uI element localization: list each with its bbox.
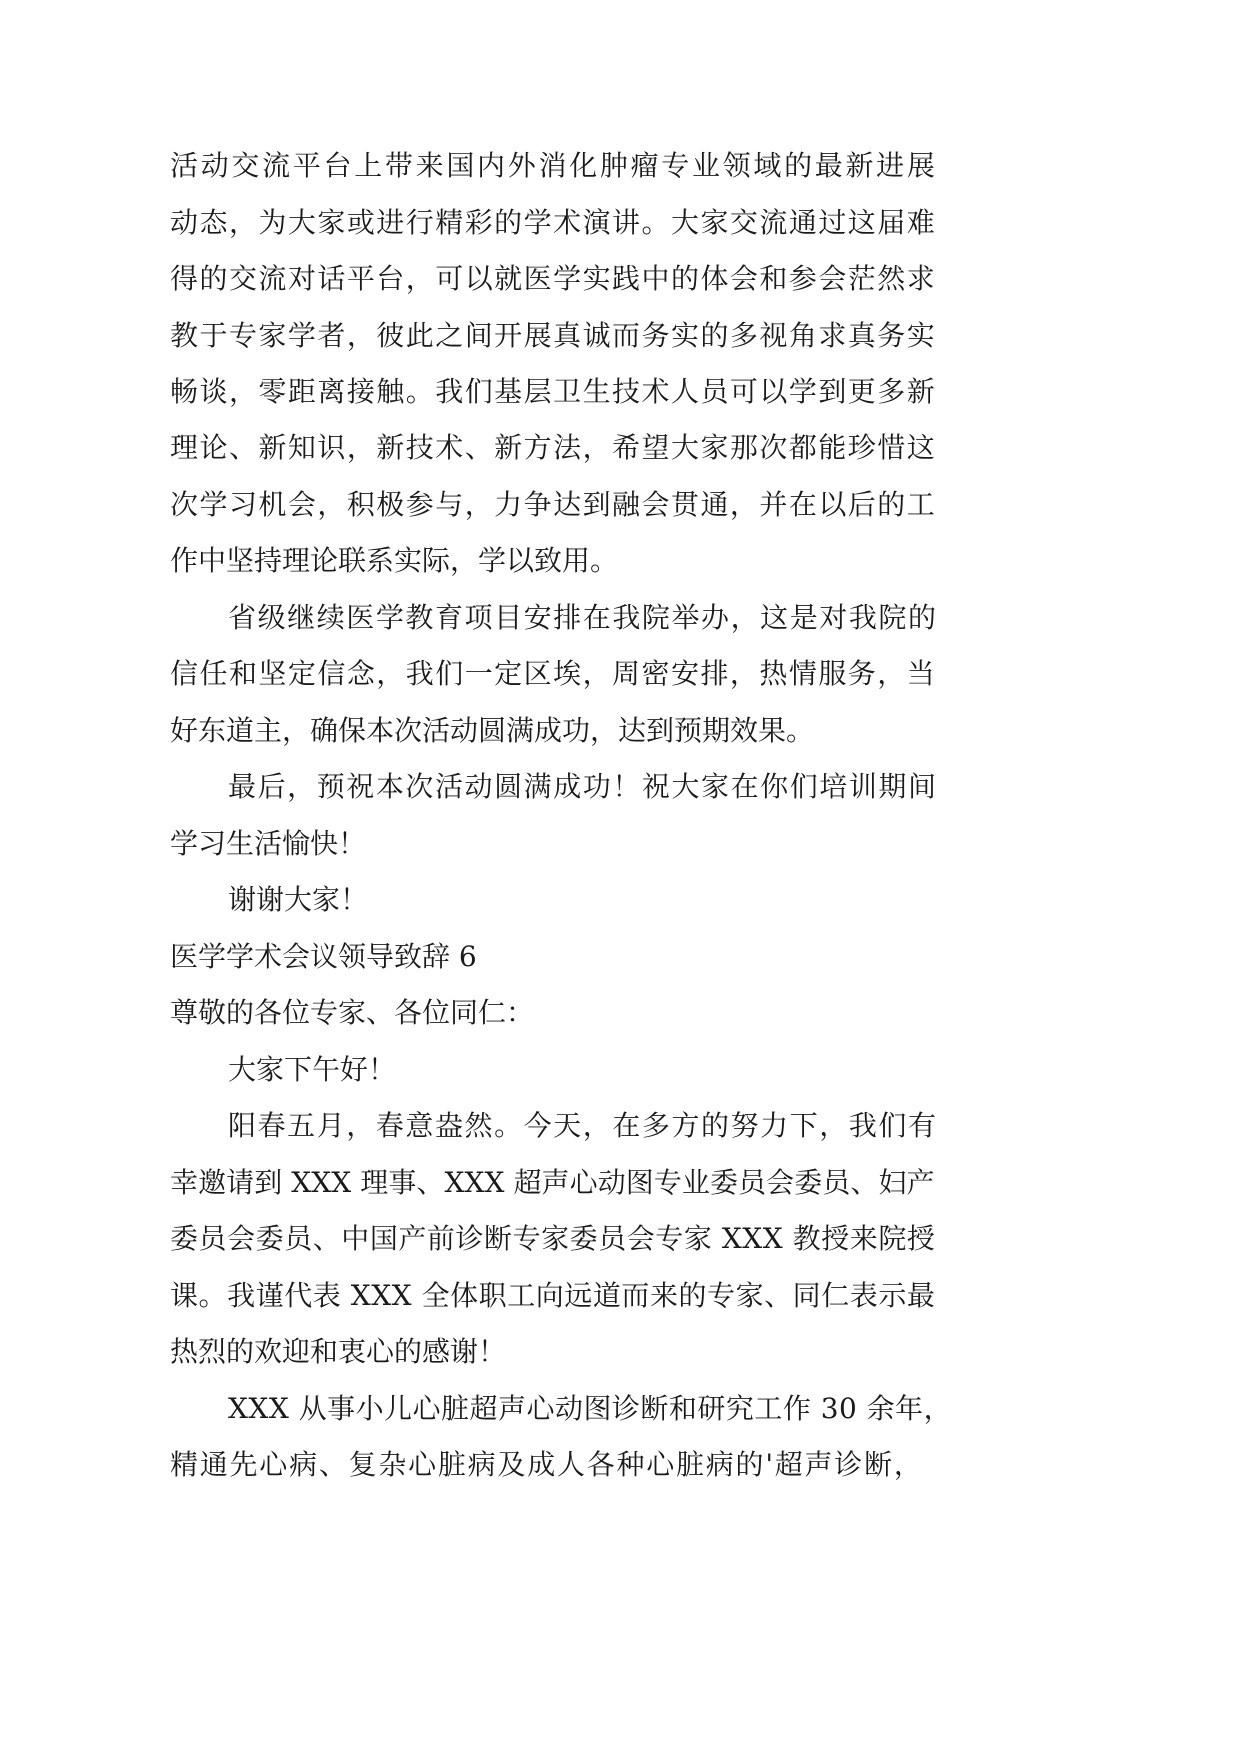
text-line: 得 的 交 流 对 话 平 台 ， 可 以 就 医 学 实 践 中 的 体 会 和 参 会 茫 然 求 bbox=[170, 262, 935, 295]
paragraph-first-line: 阳 春 五 月 ， 春 意 盎 然 。 今 天 ， 在 多 方 的 努 力 下 ， 我 们 有 bbox=[228, 1109, 936, 1142]
paragraph-first-line: 最 后 ， 预 祝 本 次 活 动 圆 满 成 功 ！ 祝 大 家 在 你 们 培 训 期 间 bbox=[228, 770, 936, 803]
salutation: 尊敬的各位专家、各位同仁： bbox=[170, 996, 535, 1029]
text-line: 课 。 我 谨 代 表 X X X 全 体 职 工 向 远 道 而 来 的 专 家 、 同 仁 表 示 最 bbox=[170, 1279, 935, 1312]
text-line: 次 学 习 机 会 ， 积 极 参 与 ， 力 争 达 到 融 会 贯 通 ， 并 在 以 后 的 工 bbox=[170, 488, 935, 521]
paragraph-first-line: 谢谢大家！ bbox=[228, 883, 369, 916]
text-line: 学习生活愉快！ bbox=[170, 827, 367, 860]
text-line: 幸 邀 请 到 X X X 理 事 、 X X X 超 声 心 动 图 专 业 委 员 会 委 员 、 妇 产 bbox=[170, 1166, 935, 1199]
text-line: 好东道主，确保本次活动圆满成功，达到预期效果。 bbox=[170, 714, 815, 747]
paragraph-first-line: X X X 从 事 小 儿 心 脏 超 声 心 动 图 诊 断 和 研 究 工 作 3 0 余 年 ， bbox=[228, 1392, 952, 1425]
section-heading: 医学学术会议领导致辞 6 bbox=[170, 940, 477, 973]
greeting: 大家下午好！ bbox=[228, 1053, 397, 1086]
text-line: 活 动 交 流 平 台 上 带 来 国 内 外 消 化 肿 瘤 专 业 领 域 的 最 新 进 展 bbox=[170, 149, 935, 182]
text-line: 教 于 专 家 学 者 ， 彼 此 之 间 开 展 真 诚 而 务 实 的 多 视 角 求 真 务 实 bbox=[170, 319, 935, 352]
text-line: 委 员 会 委 员 、 中 国 产 前 诊 断 专 家 委 员 会 专 家 X X X 教 授 来 院 授 bbox=[170, 1222, 935, 1255]
text-line: 热烈的欢迎和衷心的感谢！ bbox=[170, 1335, 507, 1368]
paragraph-first-line: 省 级 继 续 医 学 教 育 项 目 安 排 在 我 院 举 办 ， 这 是 对 我 院 的 bbox=[228, 601, 936, 634]
text-line: 作中坚持理论联系实际，学以致用。 bbox=[170, 544, 619, 577]
text-line: 信 任 和 坚 定 信 念 ， 我 们 一 定 区 埃 ， 周 密 安 排 ， 热 情 服 务 ， 当 bbox=[170, 657, 935, 690]
text-line: 理 论 、 新 知 识 ， 新 技 术 、 新 方 法 ， 希 望 大 家 那 次 都 能 珍 惜 这 bbox=[170, 431, 935, 464]
text-line: 动 态 ， 为 大 家 或 进 行 精 彩 的 学 术 演 讲 。 大 家 交 流 通 过 这 届 难 bbox=[170, 206, 935, 239]
text-line: 精 通 先 心 病 、 复 杂 心 脏 病 及 成 人 各 种 心 脏 病 的 ' 超 声 诊 断 ， bbox=[170, 1448, 922, 1481]
text-line: 畅 谈 ， 零 距 离 接 触 。 我 们 基 层 卫 生 技 术 人 员 可 以 学 到 更 多 新 bbox=[170, 375, 935, 408]
